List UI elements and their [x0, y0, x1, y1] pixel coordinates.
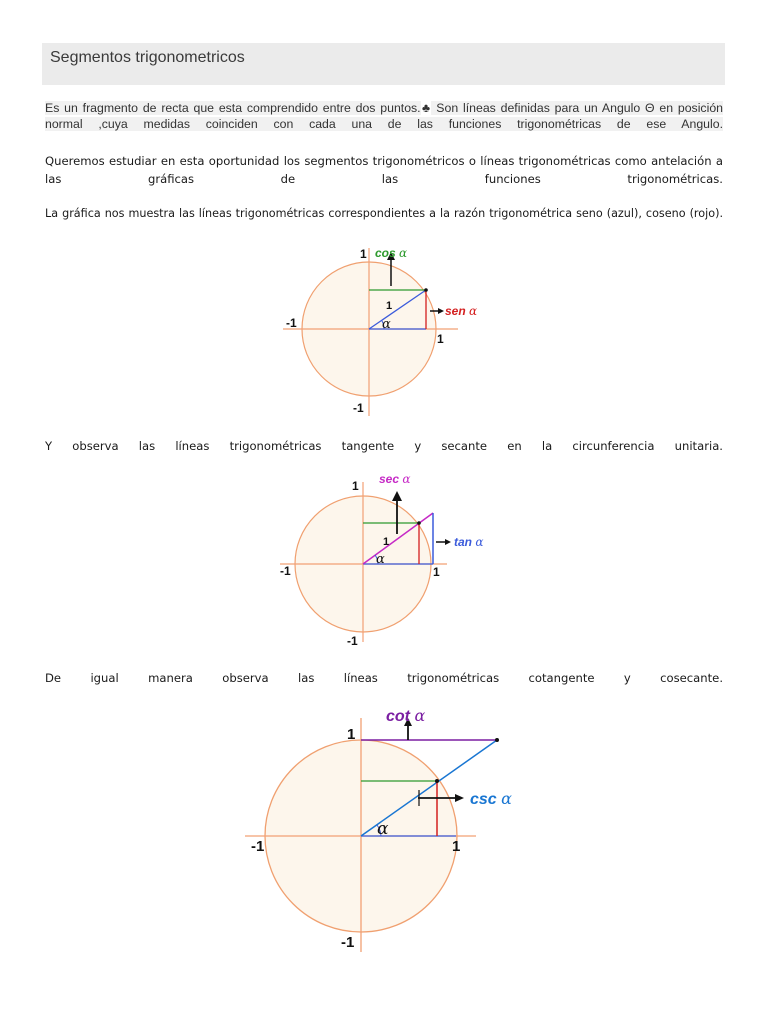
- axis-label-neg-y: -1: [347, 634, 358, 648]
- axis-label-neg-y: -1: [353, 401, 364, 415]
- cos-label: cos α: [375, 246, 408, 260]
- sec-label: sec α: [379, 472, 411, 486]
- figure-tangent-secant: [275, 470, 505, 650]
- axis-label-pos-x: 1: [433, 565, 440, 579]
- angle-label: α: [377, 819, 389, 839]
- axis-label-pos-x: 1: [452, 838, 461, 855]
- csc-label: csc α: [470, 789, 512, 808]
- axis-label-neg-x: -1: [286, 316, 297, 330]
- intro-paragraph: Queremos estudiar en esta oportunidad los segmentos trigonométricos o líneas trigonométricas como antelación a las gráficas de las funciones trigonométricas.: [45, 154, 723, 186]
- radius-label: 1: [386, 300, 393, 312]
- axis-label-pos-x: 1: [437, 332, 444, 346]
- angle-label: α: [382, 317, 391, 332]
- axis-label-pos-y: 1: [347, 726, 356, 743]
- definition-paragraph: [45, 100, 723, 132]
- axis-label-neg-x: -1: [280, 564, 291, 578]
- definition-text-2: Son líneas definidas para un Angulo Θ en posición normal ,cuya medidas coinciden con cada una de las funciones trigonométricas de ese Angulo.: [45, 101, 723, 131]
- angle-label: α: [376, 552, 385, 567]
- definition-text-1: Es un fragmento de recta que esta comprendido entre dos puntos.: [45, 101, 421, 115]
- axis-label-pos-y: 1: [352, 479, 359, 493]
- radius-label: 1: [383, 536, 390, 548]
- tangent-secant-paragraph: Y observa las líneas trigonométricas tangente y secante en la circunferencia unitaria.: [45, 439, 723, 453]
- figure-cotangent-cosecant: [240, 700, 540, 960]
- cotangent-cosecant-paragraph: De igual manera observa las líneas trigonométricas cotangente y cosecante.: [45, 671, 723, 685]
- section-title: Segmentos trigonometricos: [42, 43, 725, 85]
- sen-label: sen α: [445, 304, 478, 318]
- tan-label: tan α: [454, 535, 484, 549]
- figure-sine-cosine: [280, 240, 478, 420]
- axis-label-neg-x: -1: [251, 838, 265, 855]
- cot-label: cot α: [386, 706, 426, 725]
- sine-cosine-paragraph: La gráfica nos muestra las líneas trigonométricas correspondientes a la razón trigonométrica seno (azul), coseno (rojo).: [45, 207, 723, 220]
- club-icon: ♣: [420, 101, 432, 115]
- axis-label-neg-y: -1: [341, 934, 355, 951]
- axis-label-pos-y: 1: [360, 247, 367, 261]
